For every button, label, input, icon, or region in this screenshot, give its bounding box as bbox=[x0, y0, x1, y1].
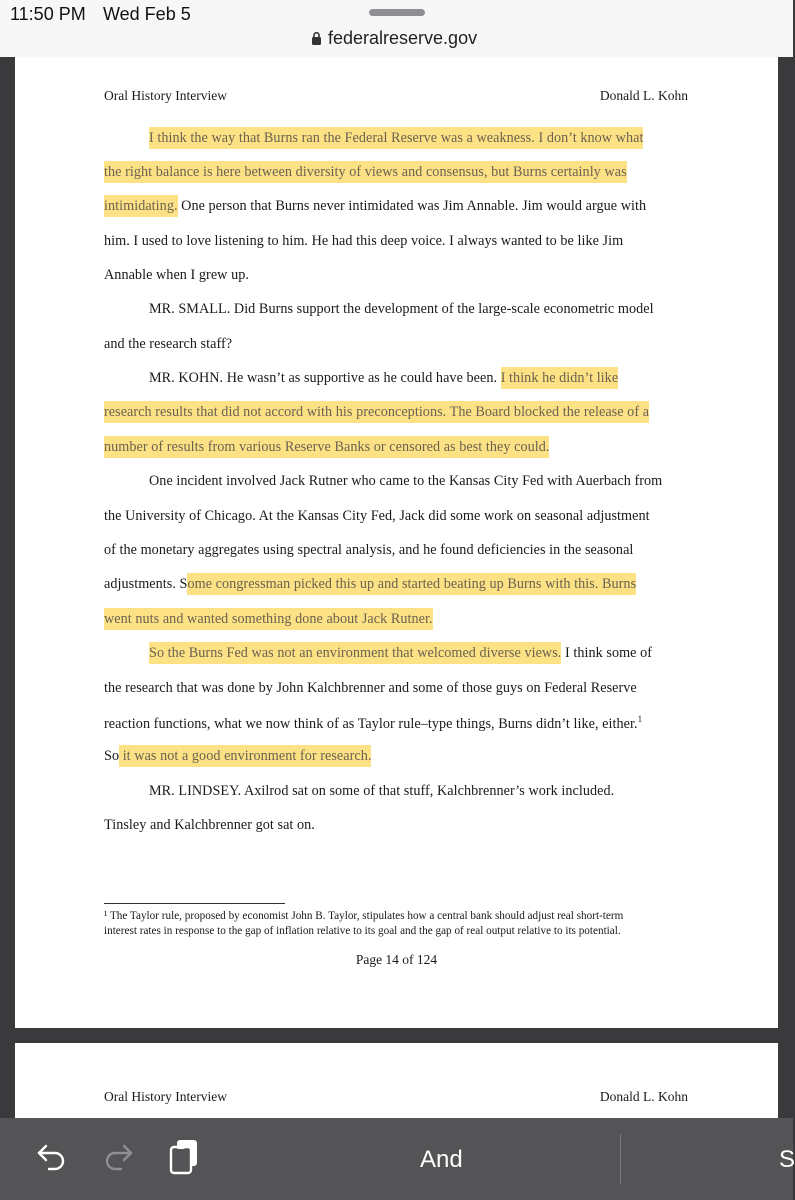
page-number: Page 14 of 124 bbox=[355, 952, 438, 967]
highlighted-text: I think he didn’t like bbox=[501, 367, 618, 389]
highlighted-text: went nuts and wanted something done about Jack Rutner. bbox=[104, 608, 433, 630]
header-author: Donald L. Kohn bbox=[599, 1089, 688, 1104]
highlighted-text: ome congressman picked this up and started beating up Burns with this. Burns bbox=[187, 573, 636, 595]
text-segment: I think some of bbox=[561, 645, 653, 661]
url-text: federalreserve.gov bbox=[328, 28, 478, 48]
footnote-ref: 1 bbox=[637, 714, 643, 724]
text-line bbox=[104, 542, 633, 559]
text-segment: MR. KOHN. He wasn’t as supportive as he could have been. bbox=[149, 370, 501, 386]
text-line bbox=[149, 301, 654, 318]
text-line bbox=[104, 611, 433, 628]
text-line bbox=[149, 130, 643, 147]
text-segment: adjustments. S bbox=[104, 576, 188, 592]
header-author: Donald L. Kohn bbox=[599, 88, 688, 103]
footnote-line: interest rates in response to the gap of inflation relative to its goal and the gap of real output relative to its potential. bbox=[104, 925, 621, 937]
clipboard-icon[interactable] bbox=[168, 1138, 202, 1181]
text-line bbox=[149, 473, 662, 490]
text-line bbox=[104, 439, 549, 456]
text-segment: One incident involved Jack Rutner who came to the Kansas City Fed with Auerbach from bbox=[149, 473, 663, 489]
text-segment: One person that Burns never intimidated was Jim Annable. Jim would argue with bbox=[177, 198, 647, 214]
footnote-rule bbox=[104, 903, 285, 904]
status-bar bbox=[0, 0, 793, 57]
text-line bbox=[104, 817, 315, 834]
highlighted-text: I think the way that Burns ran the Federal Reserve was a weakness. I don’t know what bbox=[149, 127, 643, 149]
text-line bbox=[104, 198, 646, 215]
status-date: Wed Feb 5 bbox=[103, 4, 191, 24]
highlighted-text: So the Burns Fed was not an environment that welcomed diverse views. bbox=[149, 642, 561, 664]
text-line bbox=[149, 645, 652, 662]
text-segment: him. I used to love listening to him. He had this deep voice. I always wanted to be like Jim bbox=[104, 233, 624, 249]
text-segment: the University of Chicago. At the Kansas City Fed, Jack did some work on seasonal adjustment bbox=[104, 508, 650, 524]
text-line bbox=[104, 576, 636, 593]
predictive-suggestion[interactable]: S bbox=[779, 1146, 795, 1173]
text-segment: of the monetary aggregates using spectral analysis, and he found deficiencies in the seasonal bbox=[104, 542, 634, 558]
address-bar[interactable] bbox=[311, 28, 477, 49]
text-line bbox=[104, 336, 232, 353]
highlighted-text: it was not a good environment for research. bbox=[119, 745, 371, 767]
text-segment: Annable when I grew up. bbox=[104, 267, 249, 283]
text-line bbox=[149, 370, 618, 387]
multitasking-grabber[interactable] bbox=[369, 9, 425, 16]
suggestion-divider bbox=[620, 1134, 621, 1184]
keyboard-shortcut-bar bbox=[0, 1118, 793, 1200]
highlighted-text: intimidating. bbox=[104, 195, 178, 217]
text-segment: and the research staff? bbox=[104, 336, 233, 352]
header-title: Oral History Interview bbox=[104, 1089, 227, 1104]
highlighted-text: the right balance is here between diversity of views and consensus, but Burns certainly was bbox=[104, 161, 627, 183]
text-segment: reaction functions, what we now think of as Taylor rule–type things, Burns didn’t like, either. bbox=[104, 716, 638, 732]
highlighted-text: number of results from various Reserve Banks or censored as best they could. bbox=[104, 436, 549, 458]
undo-icon[interactable] bbox=[36, 1140, 68, 1179]
text-segment: So bbox=[104, 748, 120, 764]
lock-icon bbox=[311, 31, 322, 46]
header-title: Oral History Interview bbox=[104, 88, 227, 103]
footnote-line: ¹ The Taylor rule, proposed by economist John B. Taylor, stipulates how a central bank should adjust real short-term bbox=[104, 910, 624, 922]
text-segment: the research that was done by John Kalchbrenner and some of those guys on Federal Reserve bbox=[104, 680, 637, 696]
text-segment: Tinsley and Kalchbrenner got sat on. bbox=[104, 817, 315, 833]
text-line bbox=[104, 164, 627, 181]
text-line bbox=[104, 508, 650, 525]
redo-icon[interactable] bbox=[102, 1140, 134, 1179]
text-segment: MR. LINDSEY. Axilrod sat on some of that stuff, Kalchbrenner’s work included. bbox=[149, 783, 615, 799]
text-line bbox=[149, 783, 614, 800]
document-page-14 bbox=[15, 57, 778, 1028]
text-line bbox=[104, 680, 637, 697]
highlighted-text: research results that did not accord with his preconceptions. The Board blocked the release of a bbox=[104, 401, 649, 423]
status-time: 11:50 PM bbox=[10, 4, 86, 24]
document-page-15 bbox=[15, 1043, 778, 1123]
text-line bbox=[104, 267, 249, 284]
text-segment: MR. SMALL. Did Burns support the development of the large-scale econometric model bbox=[149, 301, 654, 317]
text-line bbox=[104, 714, 642, 733]
predictive-suggestion[interactable]: And bbox=[420, 1146, 463, 1173]
text-line bbox=[104, 404, 649, 421]
text-line bbox=[104, 748, 371, 765]
text-line bbox=[104, 233, 623, 250]
